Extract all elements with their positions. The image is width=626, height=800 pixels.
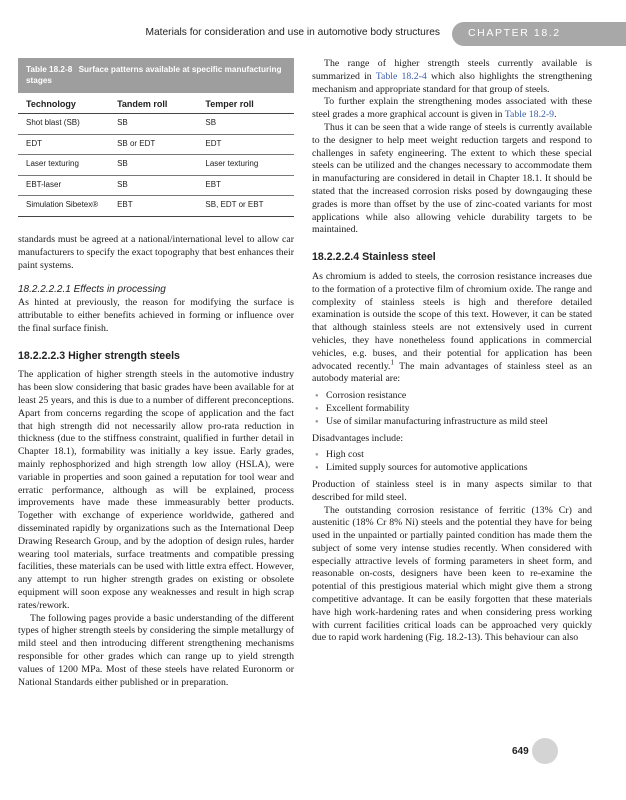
right-column	[312, 58, 592, 645]
paragraph-chromium	[312, 271, 592, 386]
table-cell: Laser texturing	[18, 155, 109, 176]
list-item: ● Limited supply sources for automotive applications	[326, 462, 592, 475]
advantages-list	[312, 390, 592, 428]
paragraph-range	[312, 58, 592, 96]
footnote-marker: 1	[390, 358, 394, 367]
table-caption-label: Table 18.2-8	[26, 65, 73, 74]
table-cell: SB	[109, 114, 197, 135]
list-item: ● Excellent formability	[326, 403, 592, 416]
table-row	[18, 114, 294, 135]
table-row	[18, 155, 294, 176]
text-run: which also highlights the strengthening mechanism and appropriate standard for that group of steels.	[312, 70, 592, 95]
paragraph-production: Production of stainless steel is in many aspects similar to that described for mild steel.	[312, 478, 592, 503]
page-marker-circle	[532, 738, 558, 764]
text-run: To further explain the strengthening modes associated with these steel grades a more graphical account is given in	[312, 96, 592, 121]
text-run: The range of higher strength steels currently available is summarized in	[312, 58, 592, 82]
table-header-row	[18, 93, 294, 114]
surface-patterns-table	[18, 58, 294, 217]
paragraph-outstanding: The outstanding corrosion resistance of ferritic (13% Cr) and austenitic (18% Cr 8% Ni) steels and the potential they have for being used in the unpainted or partially painted condition has made them the subject of some very intense studies recently. When considered with especially attractive levels of forming parameters in sheet form, and reasonable on-costs, designers have been keen to re-examine the potential of this prestigious material which might give them a strong competitive advantage. It can be easily forgotten that these materials have high work-hardening rates and when considering press working with current facilities critical loads can be approached very quickly due to rapid work hardening (Fig. 18.2-13). This behaviour can also	[312, 504, 592, 644]
table-cell: SB	[109, 155, 197, 176]
page-number: 649	[512, 746, 529, 757]
heading-higher-strength-steels: 18.2.2.2.3 Higher strength steels	[18, 349, 180, 362]
column-header: Temper roll	[197, 93, 294, 114]
table-cell: EDT	[197, 134, 294, 155]
table-row	[18, 196, 294, 217]
table-cell: EBT-laser	[18, 175, 109, 196]
table-reference-link[interactable]: Table 18.2-9	[504, 109, 555, 121]
paragraph-application: The application of higher strength steels in the automotive industry has been slow considering that basic grades have been available for at least 25 years, and this is due to a number of different preconceptions. Apart from concerns regarding the scope of application and the fact that high strength did not necessarily allow pro-rata reduction in thickness (due to the stiffness constraint, qualified in further detail in Chapter 18.1), formability was initially a key issue. Early grades, mainly rephosphorized and high strength low alloy (HSLA), were variable in properties and soon gained a reputation for tool wear and erratic performance, although as will be explained, process improvements have made these immeasurably better products. Together with exchange of experience worldwide, gathered and disseminated rapidly by organizations such as the International Deep Drawing Research Group, and by the adoption of design rules, harder wearing tool materials, surface treatments and compatible pressing facilities, these materials can be used with little extra effect. However, any attempt to run higher strength grades on existing or obsolete equipment will soon expose any weaknesses and result in high scrap rates/rework.	[18, 369, 294, 611]
table-cell: SB	[109, 175, 197, 196]
table-cell: EDT	[18, 134, 109, 155]
table-cell: SB or EDT	[109, 134, 197, 155]
table-cell: Simulation Sibetex®	[18, 196, 109, 217]
chapter-label: CHAPTER 18.2	[468, 27, 561, 39]
table-cell: SB, EDT or EBT	[197, 196, 294, 217]
disadvantages-intro: Disadvantages include:	[312, 432, 404, 444]
table-cell: SB	[197, 114, 294, 135]
chapter-tab	[452, 22, 626, 46]
paragraph-hinted: As hinted at previously, the reason for modifying the surface is attributable to either benefits achieved in forming or influence over the final surface finish.	[18, 297, 294, 334]
table-caption-text: Surface patterns available at specific manufacturing stages	[26, 65, 282, 85]
running-title: Materials for consideration and use in automotive body structures	[145, 27, 440, 38]
disadvantages-list	[312, 449, 592, 475]
paragraph-standards: standards must be agreed at a national/international level to allow car manufacturers to specify the exact topography that best enhances their paint systems.	[18, 234, 294, 271]
paragraph-further	[312, 96, 592, 122]
table-cell: Laser texturing	[197, 155, 294, 176]
table-cell: EBT	[109, 196, 197, 217]
column-header: Tandem roll	[109, 93, 197, 114]
table-row	[18, 134, 294, 155]
list-item: ● High cost	[326, 449, 592, 462]
heading-stainless-steel: 18.2.2.2.4 Stainless steel	[312, 251, 436, 264]
text-run: The main advantages of stainless steel as an autobody material are:	[312, 360, 592, 385]
table-grid	[18, 93, 294, 217]
column-header: Technology	[18, 93, 109, 114]
table-row	[18, 175, 294, 196]
text-run: .	[554, 109, 557, 121]
paragraph-following: The following pages provide a basic understanding of the different types of higher strength steels by considering the simple metallurgy of mild steel and then introducing different strengthening mechanisms responsible for other grades which can range up to yield strength values of 1200 MPa. Most of these steels have related Euronorm or National Standards either published or in preparation.	[18, 612, 294, 688]
table-cell: EBT	[197, 175, 294, 196]
table-caption	[18, 58, 294, 93]
heading-effects-in-processing: 18.2.2.2.2.1 Effects in processing	[18, 284, 166, 296]
table-reference-link[interactable]: Table 18.2-4	[375, 70, 427, 82]
table-cell: Shot blast (SB)	[18, 114, 109, 135]
list-item: ● Use of similar manufacturing infrastructure as mild steel	[326, 416, 592, 429]
paragraph-thus: Thus it can be seen that a wide range of steels is currently available to the designer to help meet weight reduction targets and respond to challenges in safety engineering. The extent to which these special steels can be utilized and the changes necessary to accommodate them in manufacturing are considered in detail in Chapter 18.1. It should be stated that the increased corrosion risks posed by downgauging these grades is more than offset by the use of zinc-coated variants for most applications while also allowing vehicle durability targets to be maintained.	[312, 121, 592, 236]
left-column	[18, 234, 294, 689]
text-run: As chromium is added to steels, the corrosion resistance increases due to the formation of a protective film of chromium oxide. The range and complexity of stainless steels is high and therefore detailed examination is outside the scope of this text. However, it can be stated that although stainless steels are not extensively used in current vehicles, they have nonetheless found applications in commercial vehicles, e.g. buses, and their potential for application has been advocated recently.	[312, 270, 592, 372]
list-item: ● Corrosion resistance	[326, 390, 592, 403]
